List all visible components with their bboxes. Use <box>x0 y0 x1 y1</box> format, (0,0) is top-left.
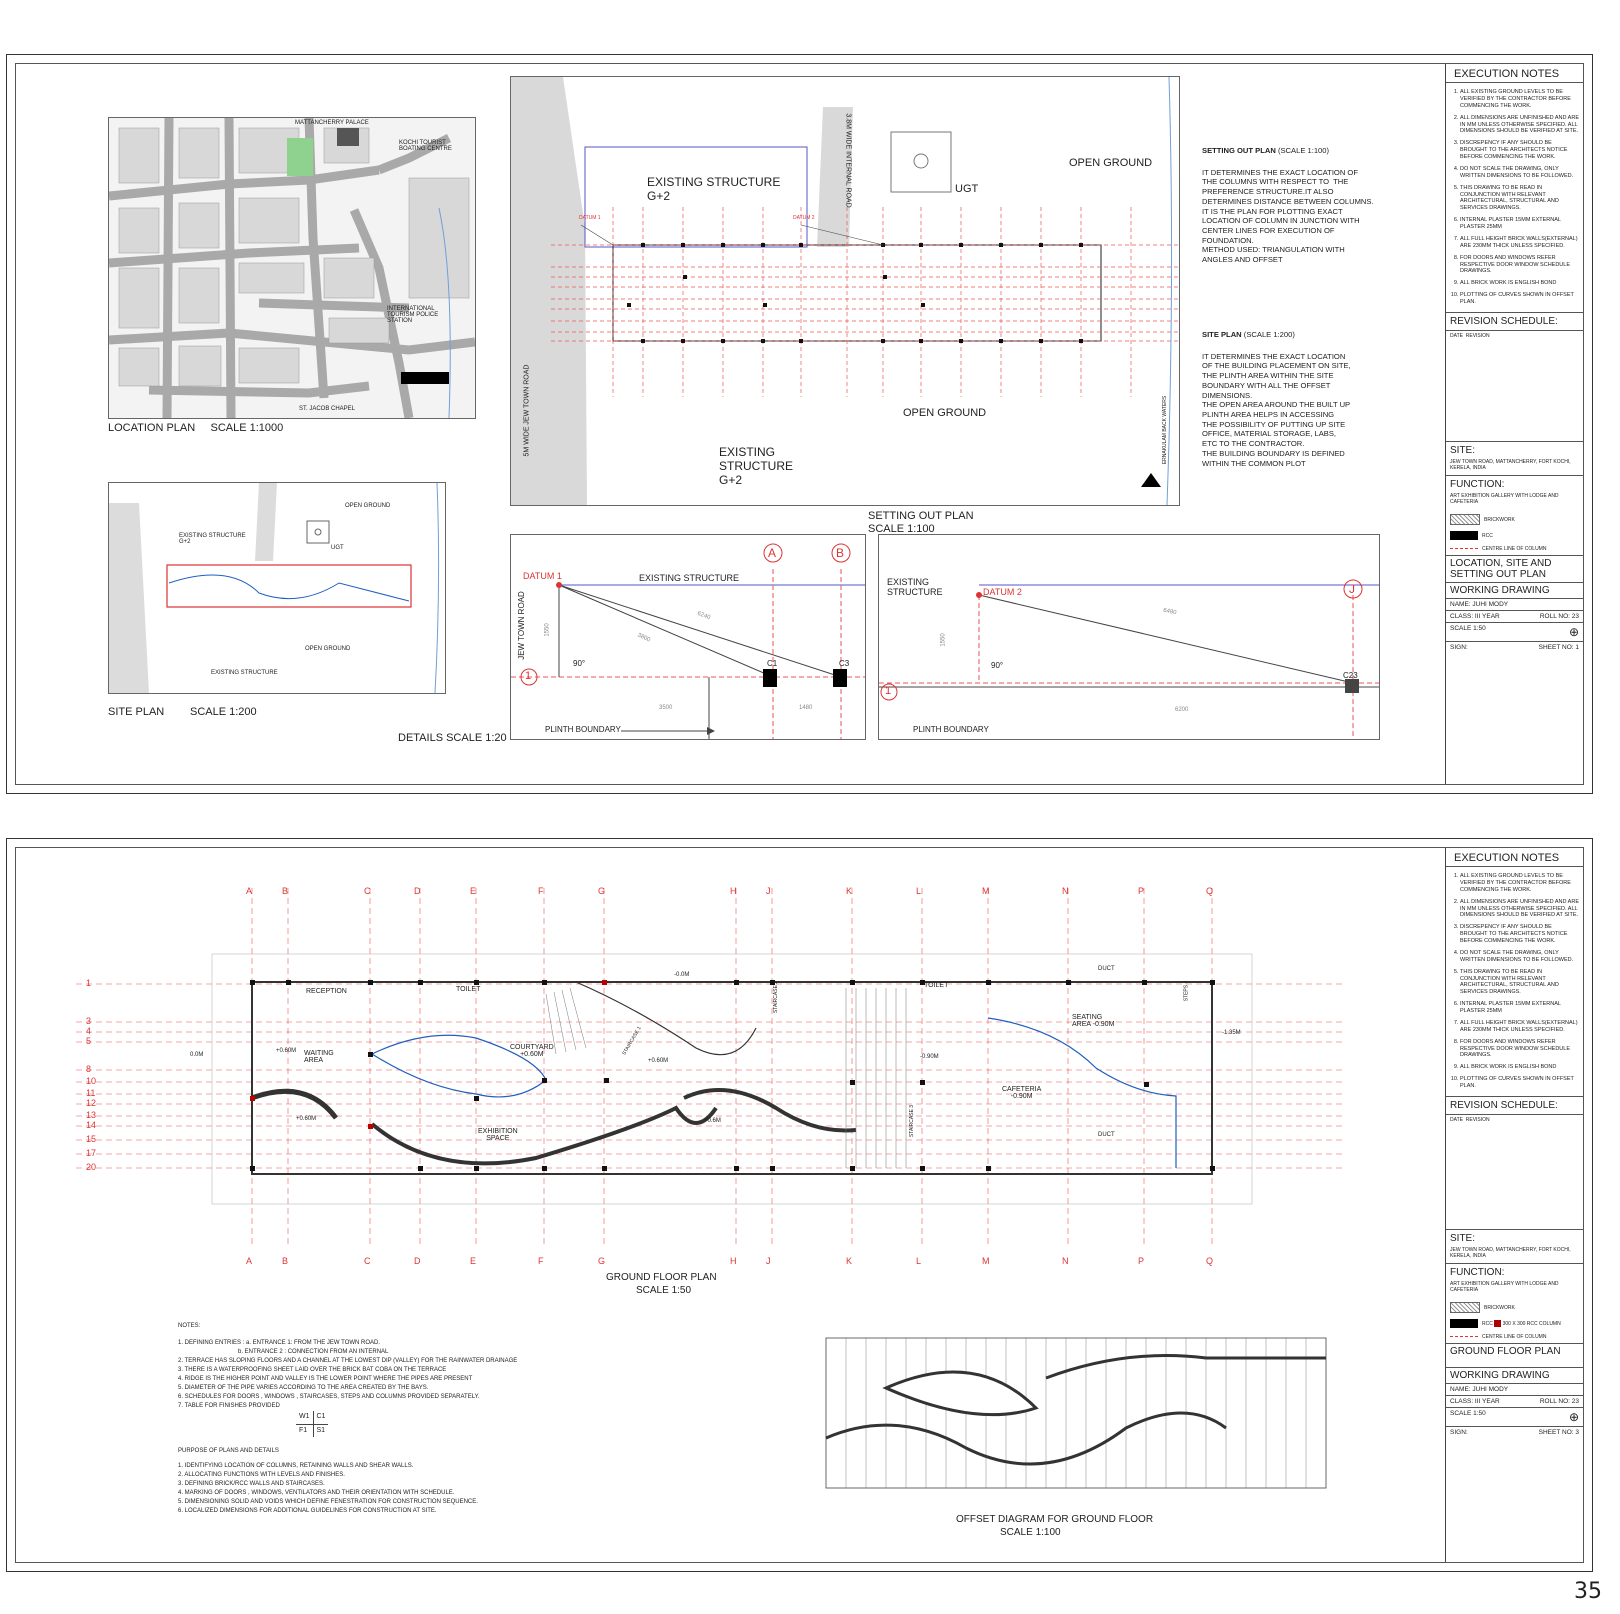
rev-revision: REVISION <box>1465 332 1490 339</box>
purpose-line: 1. IDENTIFYING LOCATION OF COLUMNS, RETAINING WALLS AND SHEAR WALLS. <box>178 1463 414 1469</box>
site-label: SITE: <box>1446 441 1583 459</box>
jew-town-road: JEW TOWN ROAD <box>516 591 526 660</box>
details-caption: DETAILS SCALE 1:20 <box>398 732 507 744</box>
class-field: CLASS: III YEAR <box>1450 612 1500 620</box>
existing-structure: EXISTING STRUCTURE <box>639 573 740 583</box>
angle-label: 90° <box>573 659 586 668</box>
level-label: +0.60M <box>296 1116 317 1122</box>
grid-letter: J <box>766 1256 771 1266</box>
grid-letter: C <box>364 1256 371 1266</box>
note-item: 3. DISCREPENCY IF ANY SHOULD BE BROUGHT TO THE ARCHITECTS NOTICE BEFORE COMMENCING THE WORK. <box>1460 924 1579 945</box>
grid-letter: D <box>414 886 421 896</box>
level-label: -0.90M <box>920 1054 939 1060</box>
plinth-label: PLINTH BOUNDARY <box>545 725 621 734</box>
execution-notes-heading: EXECUTION NOTES <box>1446 848 1583 867</box>
function-label: FUNCTION: <box>1446 1263 1583 1281</box>
site-scale: (SCALE 1:200) <box>1243 330 1295 339</box>
note-line: b. ENTRANCE 2 : CONNECTION FROM AN INTERNAL <box>178 1349 389 1355</box>
drawing-title: GROUND FLOOR PLAN <box>1446 1343 1583 1367</box>
grid-letter: H <box>730 1256 737 1266</box>
note-line: 3. THERE IS A WATERPROOFING SHEET LAID OVER THE BRICK BAT COBA ON THE TERRACE <box>178 1367 447 1373</box>
open-ground-top: OPEN GROUND <box>345 503 391 509</box>
angle-label: 90° <box>991 661 1004 670</box>
dim-label: 3500 <box>659 705 673 711</box>
room-seating: SEATING AREA -0.90M <box>1072 1014 1115 1028</box>
open-ground-bottom-label: OPEN GROUND <box>903 407 987 419</box>
datum-2-label: DATUM 2 <box>793 215 815 221</box>
grid-letter: E <box>470 886 477 896</box>
ground-floor-plan <box>76 868 1416 1268</box>
legend-centre <box>1446 543 1583 555</box>
grid-number: 17 <box>86 1148 97 1158</box>
detail-1 <box>510 534 866 740</box>
rcc-fill-icon <box>1450 1319 1478 1328</box>
site-heading: SITE PLAN <box>1202 330 1242 339</box>
ground-floor-scale: SCALE 1:50 <box>636 1285 692 1296</box>
grid-letter: P <box>1138 1256 1145 1266</box>
grid-letter: F <box>538 1256 544 1266</box>
existing-structure-bottom: EXISTING STRUCTURE <box>211 670 278 676</box>
grid-letter: H <box>730 886 737 896</box>
note-line: 1. DEFINING ENTRIES : a. ENTRANCE 1: FROM THE JEW TOWN ROAD. <box>178 1340 381 1346</box>
note-item: 1. ALL EXISTING GROUND LEVELS TO BE VERIFIED BY THE CONTRACTOR BEFORE COMMENCING THE WORK. <box>1460 873 1579 894</box>
grid-number: 3 <box>86 1016 92 1026</box>
staircase-3: STAIRCASE 3 <box>909 1104 916 1138</box>
grid-letter: L <box>916 886 922 896</box>
note-item: 7. ALL FULL HEIGHT BRICK WALLS(EXTERNAL) ARE 230MM THICK UNLESS SPECIFIED. <box>1460 1020 1579 1034</box>
note-item: 9. ALL BRICK WORK IS ENGLISH BOND <box>1460 1064 1579 1071</box>
c23-label: C23 <box>1343 671 1358 680</box>
grid-1: 1 <box>885 685 892 697</box>
internal-road-label: 3.8M WIDE INTERNAL ROAD <box>844 113 852 208</box>
backwaters-label: ERNAKULAM BACK WATERS <box>1162 395 1169 465</box>
grid-letter: N <box>1062 1256 1069 1266</box>
note-item: 6. INTERNAL PLASTER 15MM EXTERNAL PLASTER 25MM <box>1460 1001 1579 1015</box>
plinth-label: PLINTH BOUNDARY <box>913 725 989 734</box>
grid-letter: A <box>246 1256 253 1266</box>
note-item: 3. DISCREPENCY IF ANY SHOULD BE BROUGHT TO THE ARCHITECTS NOTICE BEFORE COMMENCING THE WORK. <box>1460 140 1579 161</box>
note-item: 8. FOR DOORS AND WINDOWS REFER RESPECTIVE DOOR WINDOW SCHEDULE DRAWINGS. <box>1460 1039 1579 1060</box>
dim-label: 1550 <box>544 623 551 637</box>
name-field: NAME: JUHI MODY <box>1446 1383 1583 1395</box>
legend-column-label: 300 X 300 RCC COLUMN <box>1502 1320 1561 1327</box>
execution-notes-heading: EXECUTION NOTES <box>1446 64 1583 83</box>
rcc-column-icon <box>1494 1320 1501 1327</box>
scale-field: SCALE 1:50 <box>1450 1409 1486 1417</box>
note-item: 7. ALL FULL HEIGHT BRICK WALLS(EXTERNAL) ARE 230MM THICK UNLESS SPECIFIED. <box>1460 236 1579 250</box>
execution-notes-list <box>1450 873 1579 1090</box>
room-exhibition: EXHIBITION SPACE <box>478 1128 518 1142</box>
grid-j: J <box>1349 582 1355 596</box>
level-label: 0.0M <box>190 1052 204 1058</box>
sheet-3 <box>6 838 1593 1572</box>
legend-brick-label: BRICKWORK <box>1484 1304 1515 1311</box>
grid-numbers-left <box>86 976 106 1176</box>
existing-structure-label: EXISTING STRUCTURE G+2 <box>647 175 781 203</box>
site-plan-description <box>1202 330 1394 468</box>
grid-letter: A <box>246 886 253 896</box>
legend-brick <box>1446 511 1583 528</box>
purpose-heading: PURPOSE OF PLANS AND DETAILS <box>178 1448 279 1454</box>
purpose-line: 4. MARKING OF DOORS , WINDOWS, VENTILATORS AND THEIR ORIENTATION WITH SCHEDULE. <box>178 1490 455 1496</box>
ugt-label: UGT <box>955 183 979 195</box>
sheet-1-frame <box>15 63 1584 785</box>
sign-row <box>1446 641 1583 653</box>
legend-rcc <box>1446 528 1583 543</box>
rev-revision: REVISION <box>1465 1116 1490 1123</box>
room-cafeteria: CAFETERIA -0.90M <box>1002 1086 1042 1100</box>
grid-letter: Q <box>1206 886 1214 896</box>
legend-brick <box>1446 1299 1583 1316</box>
grid-letter: M <box>982 1256 990 1266</box>
note-item: 10. PLOTTING OF CURVES SHOWN IN OFFSET PLAN. <box>1460 1076 1579 1090</box>
detail-2-graphic <box>879 535 1379 739</box>
offset-caption: OFFSET DIAGRAM FOR GROUND FLOOR <box>956 1514 1154 1525</box>
grid-b: B <box>836 546 845 560</box>
room-duct-1: DUCT <box>1098 966 1115 972</box>
c3-label: C3 <box>839 659 850 668</box>
datum-1-label: DATUM 1 <box>579 215 601 221</box>
brick-hatch-icon <box>1450 1302 1480 1313</box>
grid-letter: K <box>846 886 853 896</box>
sheet-field: SHEET NO: 3 <box>1538 1428 1579 1436</box>
page-number: 35 <box>1574 1579 1602 1604</box>
location-plan-map <box>108 117 476 419</box>
place-label: KOCHI TOURIST BOATING CENTRE <box>399 140 452 152</box>
setting-heading: SETTING OUT PLAN <box>1202 146 1276 155</box>
room-waiting: WAITING AREA <box>304 1050 334 1064</box>
note-item: 9. ALL BRICK WORK IS ENGLISH BOND <box>1460 280 1579 287</box>
grid-letter: K <box>846 1256 853 1266</box>
place-label: ST. JACOB CHAPEL <box>299 406 356 412</box>
note-item: 4. DO NOT SCALE THE DRAWING, ONLY WRITTEN DIMENSIONS TO BE FOLLOWED. <box>1460 166 1579 180</box>
room-toilet-1: TOILET <box>456 986 481 993</box>
scale-field: SCALE 1:50 <box>1450 624 1486 632</box>
grid-letter: G <box>598 886 606 896</box>
sheet-1 <box>6 54 1593 794</box>
legend-centre-label: CENTRE LINE OF COLUMN <box>1482 545 1547 552</box>
setting-out-plan <box>510 76 1180 506</box>
site-value: JEW TOWN ROAD, MATTANCHERRY, FORT KOCHI, KERELA, INDIA <box>1450 1246 1571 1259</box>
site-value: JEW TOWN ROAD, MATTANCHERRY, FORT KOCHI, KERELA, INDIA <box>1450 458 1571 471</box>
purpose-line: 2. ALLOCATING FUNCTIONS WITH LEVELS AND FINISHES. <box>178 1472 345 1478</box>
room-duct-2: DUCT <box>1098 1132 1115 1138</box>
purpose-line: 5. DIMENSIONING SOLID AND VOIDS WHICH DEFINE FENESTRATION FOR CONSTRUCTION SEQUENCE. <box>178 1499 478 1505</box>
revision-heading: REVISION SCHEDULE: <box>1446 312 1583 330</box>
note-line: 5. DIAMETER OF THE PIPE VARIES ACCORDING TO THE AREA CREATED BY THE BAYS. <box>178 1385 429 1391</box>
grid-letters-top <box>16 886 1316 900</box>
grid-letter: L <box>916 1256 922 1266</box>
place-label: INTERNATIONAL TOURISM POLICE STATION <box>387 306 439 324</box>
grid-letter: Q <box>1206 1256 1214 1266</box>
level-label: -1.35M <box>1222 1030 1241 1036</box>
table-f1: F1 <box>296 1424 313 1437</box>
title-block-1 <box>1445 64 1583 784</box>
note-item: 10. PLOTTING OF CURVES SHOWN IN OFFSET PLAN. <box>1460 292 1579 306</box>
setting-text: IT DETERMINES THE EXACT LOCATION OF THE COLUMNS WITH RESPECT TO THE PREFERENCE STRUCTURE.IT ALSO DETERMINES DISTANCE BETWEEN COLUMNS. IT IS THE PLAN FOR PLOTTING EXACT LOCATION OF COLUMN IN JUNCTION WITH CENTER LINES FOR EXECUTION OF FOUNDATION. METHOD USED: TRIANGULATION WITH ANGLES AND OFFSET <box>1202 167 1374 265</box>
grid-number: 10 <box>86 1076 97 1086</box>
note-item: 8. FOR DOORS AND WINDOWS REFER RESPECTIVE DOOR WINDOW SCHEDULE DRAWINGS. <box>1460 255 1579 276</box>
grid-letter: B <box>282 1256 289 1266</box>
grid-number: 15 <box>86 1134 97 1144</box>
name-field: NAME: JUHI MODY <box>1446 598 1583 610</box>
note-item: 4. DO NOT SCALE THE DRAWING, ONLY WRITTEN DIMENSIONS TO BE FOLLOWED. <box>1460 950 1579 964</box>
roll-field: ROLL NO: 23 <box>1539 612 1579 620</box>
grid-number: 12 <box>86 1098 97 1108</box>
grid-letter: M <box>982 886 990 896</box>
setting-out-caption: SETTING OUT PLAN <box>868 510 974 522</box>
grid-letter: C <box>364 886 371 896</box>
grid-1: 1 <box>525 670 532 682</box>
site-text: IT DETERMINES THE EXACT LOCATION OF THE BUILDING PLACEMENT ON SITE, THE PLINTH AREA WITHIN THE SITE BOUNDARY WITH ALL THE OFFSET DIMENSIONS. THE OPEN AREA AROUND THE BUILT UP PLINTH AREA HELPS IN ACCESSING THE POSSIBILITY OF PUTTING UP SITE OFFICE, MATERIAL STORAGE, LABS, ETC TO THE CONTRACTOR. THE BUILDING BOUNDARY IS DEFINED WITHIN THE COMMON PLOT <box>1202 351 1351 468</box>
location-map-roads <box>109 118 475 418</box>
dim-label: 6480 <box>1162 607 1177 617</box>
room-courtyard: COURTYARD +0.60M <box>510 1044 554 1058</box>
sheet-3-frame <box>15 847 1584 1563</box>
ugt-label: UGT <box>331 545 344 551</box>
note-line: 2. TERRACE HAS SLOPING FLOORS AND A CHANNEL AT THE LOWEST DIP (VALLEY) FOR THE RAINWATER DRAINAGE <box>178 1358 518 1364</box>
grid-a: A <box>768 546 777 560</box>
north-arrow-icon: ⊕ <box>1568 1409 1579 1424</box>
dim-label: 6200 <box>1175 707 1189 713</box>
grid-number: 13 <box>86 1110 97 1120</box>
open-ground-top-label: OPEN GROUND <box>1069 157 1153 169</box>
grid-letter: E <box>470 1256 477 1266</box>
sheet-field: SHEET NO: 1 <box>1538 643 1579 651</box>
table-w1: W1 <box>296 1411 313 1424</box>
class-roll-row <box>1446 1395 1583 1407</box>
function-value: ART EXHIBITION GALLERY WITH LODGE AND CAFETERIA <box>1450 492 1559 505</box>
level-label: -0.0M <box>674 972 690 978</box>
rev-date: DATE <box>1450 332 1463 339</box>
existing-structure: EXISTING STRUCTURE <box>887 577 943 597</box>
ground-floor-caption: GROUND FLOOR PLAN <box>606 1272 717 1283</box>
grid-letter: D <box>414 1256 421 1266</box>
setting-scale: (SCALE 1:100) <box>1277 146 1330 155</box>
staircase-1: STAIRCASE 1 <box>621 1025 643 1057</box>
class-field: CLASS: III YEAR <box>1450 1397 1500 1405</box>
note-line: 6. SCHEDULES FOR DOORS , WINDOWS , STAIRCASES, STEPS AND COLUMNS PROVIDED SEPARATELY. <box>178 1394 480 1400</box>
note-item: 1. ALL EXISTING GROUND LEVELS TO BE VERIFIED BY THE CONTRACTOR BEFORE COMMENCING THE WORK. <box>1460 89 1579 110</box>
site-plan-scale: SCALE 1:200 <box>190 706 257 718</box>
grid-letter: J <box>766 886 771 896</box>
grid-number: 11 <box>86 1088 96 1098</box>
revision-columns <box>1446 1114 1583 1229</box>
scale-row <box>1446 1407 1583 1426</box>
scale-row <box>1446 622 1583 641</box>
level-label: +0.60M <box>276 1048 297 1054</box>
level-label: +0.6M <box>704 1118 721 1124</box>
setting-out-description <box>1202 146 1394 265</box>
legend-rcc <box>1446 1316 1583 1331</box>
finish-table <box>296 1411 328 1437</box>
note-item: 2. ALL DIMENSIONS ARE UNFINISHED AND ARE IN MM UNLESS OTHERWISE SPECIFIED. ALL DIMENSIONS SHOULD BE VERIFIED AT SITE. <box>1460 115 1579 136</box>
grid-number: 8 <box>86 1064 92 1074</box>
grid-letter: N <box>1062 886 1069 896</box>
dim-label: 1550 <box>940 633 947 647</box>
dim-label: 3800 <box>636 632 652 644</box>
table-c1: C1 <box>313 1411 328 1424</box>
room-toilet-2: TOILET <box>924 982 949 989</box>
datum-2: DATUM 2 <box>983 587 1022 597</box>
grid-number: 4 <box>86 1026 92 1036</box>
purpose-line: 3. DEFINING BRICK/RCC WALLS AND STAIRCASES. <box>178 1481 325 1487</box>
function-label: FUNCTION: <box>1446 475 1583 493</box>
legend-brick-label: BRICKWORK <box>1484 516 1515 523</box>
purpose-line: 6. LOCALIZED DIMENSIONS FOR ADDITIONAL GUIDELINES FOR CONSTRUCTION AT SITE. <box>178 1508 437 1514</box>
dim-label: 1480 <box>799 705 813 711</box>
setting-out-scale: SCALE 1:100 <box>868 523 935 535</box>
plan-notes <box>178 1322 517 1516</box>
existing-bottom-label: EXISTING STRUCTURE G+2 <box>719 445 793 487</box>
revision-heading: REVISION SCHEDULE: <box>1446 1096 1583 1114</box>
sign-field: SIGN: <box>1450 643 1468 651</box>
grid-number: 1 <box>86 978 92 988</box>
room-reception: RECEPTION <box>306 988 347 995</box>
north-arrow-icon: ⊕ <box>1568 624 1579 639</box>
note-item: 5. THIS DRAWING TO BE READ IN CONJUNCTION WITH RELEVANT ARCHITECTURAL, STRUCTURAL AND SERVICES DRAWINGS. <box>1460 185 1579 213</box>
c1-label: C1 <box>767 659 778 668</box>
dim-label: 6240 <box>696 610 711 622</box>
roll-field: ROLL NO: 23 <box>1539 1397 1579 1405</box>
existing-structure-top: EXISTING STRUCTURE G+2 <box>179 533 246 545</box>
sign-field: SIGN: <box>1450 1428 1468 1436</box>
centre-line-icon <box>1450 1336 1478 1337</box>
note-item: 2. ALL DIMENSIONS ARE UNFINISHED AND ARE IN MM UNLESS OTHERWISE SPECIFIED. ALL DIMENSIONS SHOULD BE VERIFIED AT SITE. <box>1460 899 1579 920</box>
datum-1: DATUM 1 <box>523 571 562 581</box>
grid-number: 5 <box>86 1036 92 1046</box>
site-plan <box>108 482 446 694</box>
note-item: 5. THIS DRAWING TO BE READ IN CONJUNCTION WITH RELEVANT ARCHITECTURAL, STRUCTURAL AND SERVICES DRAWINGS. <box>1460 969 1579 997</box>
location-plan-title: LOCATION PLAN SCALE 1:1000 <box>108 422 284 434</box>
function-value: ART EXHIBITION GALLERY WITH LODGE AND CAFETERIA <box>1450 1280 1559 1293</box>
class-roll-row <box>1446 610 1583 622</box>
jew-road-label: 5M WIDE JEW TOWN ROAD <box>523 364 531 457</box>
offset-diagram <box>806 1318 1346 1498</box>
level-label: +0.60M <box>648 1058 669 1064</box>
offset-scale: SCALE 1:100 <box>1000 1527 1061 1538</box>
legend-centre <box>1446 1331 1583 1343</box>
grid-number: 20 <box>86 1162 97 1172</box>
legend-centre-label: CENTRE LINE OF COLUMN <box>1482 1333 1547 1340</box>
rcc-fill-icon <box>1450 531 1478 540</box>
revision-columns <box>1446 330 1583 441</box>
legend-rcc-label: RCC <box>1482 532 1493 539</box>
rev-date: DATE <box>1450 1116 1463 1123</box>
table-s1: S1 <box>316 1426 326 1434</box>
centre-line-icon <box>1450 548 1478 549</box>
notes-heading: NOTES: <box>178 1323 201 1329</box>
drawing-title: LOCATION, SITE AND SETTING OUT PLAN <box>1446 555 1583 582</box>
note-line: 7. TABLE FOR FINISHES PROVIDED <box>178 1403 280 1409</box>
steps-4: STEPS 4 <box>1183 980 1190 1002</box>
sign-row <box>1446 1426 1583 1438</box>
grid-letters-bottom <box>16 1256 1316 1270</box>
open-ground-bottom: OPEN GROUND <box>305 646 351 652</box>
grid-number: 14 <box>86 1120 97 1130</box>
legend-rcc-label: RCC <box>1482 1320 1493 1327</box>
title-block-3 <box>1445 848 1583 1562</box>
grid-letter: F <box>538 886 544 896</box>
staircase-2: STAIRCASE 2 <box>773 980 780 1014</box>
note-line: 4. RIDGE IS THE HIGHER POINT AND VALLEY IS THE LOWER POINT WHERE THE PIPES ARE PRESENT <box>178 1376 473 1382</box>
detail-2 <box>878 534 1380 740</box>
place-label: MATTANCHERRY PALACE <box>295 120 369 126</box>
brick-hatch-icon <box>1450 514 1480 525</box>
grid-letter: G <box>598 1256 606 1266</box>
execution-notes-list <box>1450 89 1579 306</box>
site-label: SITE: <box>1446 1229 1583 1247</box>
grid-letter: P <box>1138 886 1145 896</box>
site-plan-title: SITE PLAN <box>108 706 165 718</box>
working-drawing: WORKING DRAWING <box>1446 1367 1583 1383</box>
site-plan-graphic <box>109 483 445 693</box>
note-item: 6. INTERNAL PLASTER 15MM EXTERNAL PLASTER 25MM <box>1460 217 1579 231</box>
working-drawing: WORKING DRAWING <box>1446 582 1583 598</box>
grid-letter: B <box>282 886 289 896</box>
